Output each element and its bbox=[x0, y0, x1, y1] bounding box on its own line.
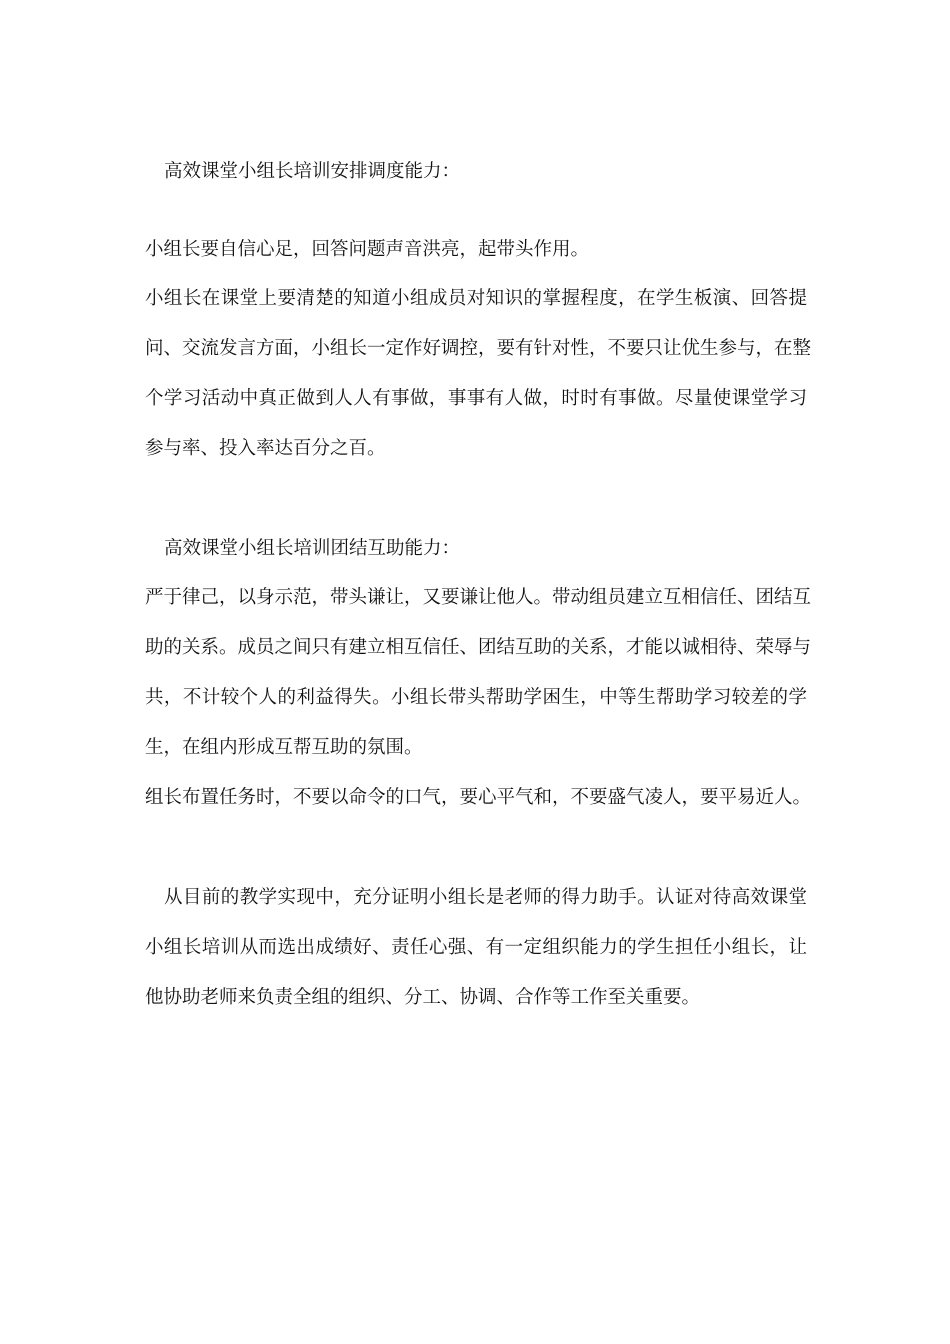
paragraph-line: 他协助老师来负责全组的组织、分工、协调、合作等工作至关重要。 bbox=[145, 987, 701, 1008]
paragraph-line: 组长布置任务时，不要以命令的口气，要心平气和，不要盛气凌人，要平易近人。 bbox=[145, 787, 812, 808]
paragraph-line: 从目前的教学实现中，充分证明小组长是老师的得力助手。认证对待高效课堂 bbox=[164, 887, 807, 908]
paragraph-line: 小组长要自信心足，回答问题声音洪亮，起带头作用。 bbox=[145, 239, 590, 260]
paragraph-line: 助的关系。成员之间只有建立相互信任、团结互助的关系，才能以诚相待、荣辱与 bbox=[145, 637, 812, 658]
paragraph-line: 问、交流发言方面，小组长一定作好调控，要有针对性，不要只让优生参与，在整 bbox=[145, 338, 812, 359]
paragraph-line: 共，不计较个人的利益得失。小组长带头帮助学困生，中等生帮助学习较差的学 bbox=[145, 687, 807, 708]
paragraph-line: 严于律己，以身示范，带头谦让，又要谦让他人。带动组员建立互相信任、团结互 bbox=[145, 587, 812, 608]
section-heading-teamwork: 高效课堂小组长培训团结互助能力： bbox=[164, 538, 461, 559]
paragraph-line: 参与率、投入率达百分之百。 bbox=[145, 438, 386, 459]
paragraph-line: 个学习活动中真正做到人人有事做，事事有人做，时时有事做。尽量使课堂学习 bbox=[145, 388, 807, 409]
section-heading-scheduling: 高效课堂小组长培训安排调度能力： bbox=[164, 161, 461, 182]
paragraph-line: 生，在组内形成互帮互助的氛围。 bbox=[145, 737, 423, 758]
paragraph-line: 小组长在课堂上要清楚的知道小组成员对知识的掌握程度，在学生板演、回答提 bbox=[145, 288, 807, 309]
paragraph-line: 小组长培训从而选出成绩好、责任心强、有一定组织能力的学生担任小组长，让 bbox=[145, 937, 807, 958]
